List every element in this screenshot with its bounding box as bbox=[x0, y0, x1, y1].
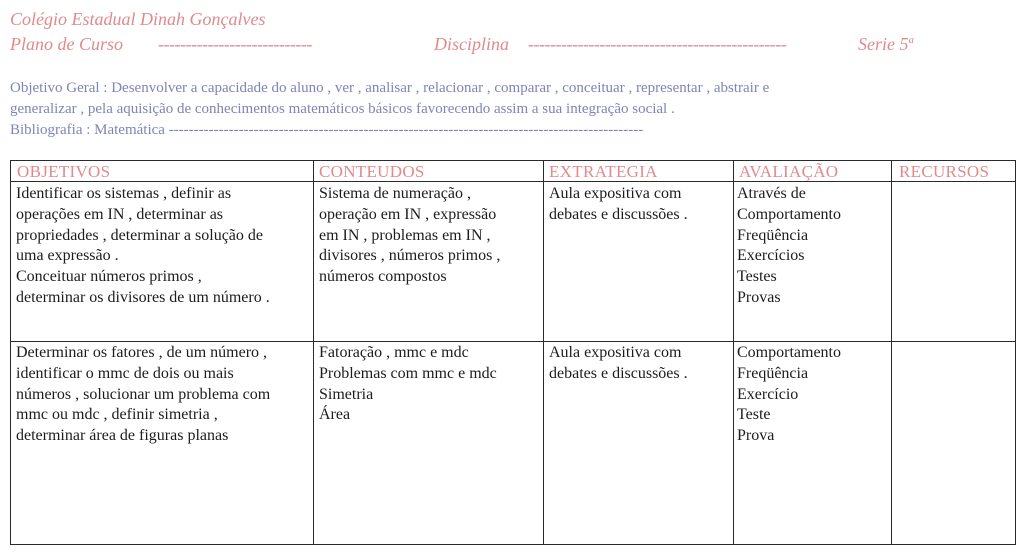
header-extrategia: EXTRATEGIA bbox=[549, 162, 658, 181]
cell-line: Prova bbox=[737, 427, 775, 445]
cell-line: Teste bbox=[737, 406, 771, 424]
row2-avaliacao bbox=[737, 343, 841, 447]
plan-label: Plano de Curso bbox=[10, 34, 124, 54]
column-divider bbox=[891, 161, 892, 544]
cell-line: Aula expositiva com bbox=[549, 185, 682, 202]
discipline-value: ----------------------------------------------- bbox=[528, 34, 787, 54]
general-objective-line-1: Objetivo Geral : Desenvolver a capacidade do aluno , ver , analisar , relacionar , comparar , conceituar , representar , abstrair e bbox=[10, 80, 770, 96]
cell-line: Através de bbox=[737, 185, 806, 202]
cell-line: operações em IN , determinar as bbox=[16, 205, 224, 223]
cell-line: em IN , problemas em IN , bbox=[319, 226, 491, 244]
row1-avaliacao bbox=[737, 184, 841, 309]
cell-line: Área bbox=[319, 406, 351, 424]
row2-objetivos bbox=[16, 343, 270, 447]
series-text: Serie 5 bbox=[858, 34, 909, 54]
row1-objetivos bbox=[16, 184, 270, 309]
header-divider bbox=[11, 181, 1015, 182]
cell-line: números , solucionar um problema com bbox=[16, 385, 271, 403]
cell-line: debates e discussões . bbox=[549, 364, 688, 382]
cell-line: propriedades , determinar a solução de bbox=[16, 226, 264, 244]
cell-line: Simetria bbox=[319, 385, 374, 403]
cell-line: Exercícios bbox=[737, 247, 805, 265]
cell-line: determinar os divisores de um número . bbox=[16, 288, 270, 306]
cell-line: Sistema de numeração , bbox=[319, 185, 471, 202]
header-conteudos: CONTEUDOS bbox=[319, 162, 425, 181]
cell-line: mmc ou mdc , definir simetria , bbox=[16, 406, 218, 424]
row1-conteudos bbox=[319, 184, 500, 288]
cell-line: operação em IN , expressão bbox=[319, 205, 497, 223]
row-divider bbox=[11, 341, 1015, 342]
row1-extrategia bbox=[549, 184, 688, 226]
cell-line: divisores , números primos , bbox=[319, 247, 501, 265]
series-label bbox=[858, 34, 914, 54]
cell-line: Problemas com mmc e mdc bbox=[319, 364, 497, 382]
cell-line: Conceituar números primos , bbox=[16, 268, 202, 286]
series-superscript: a bbox=[908, 34, 914, 46]
bibliography: Bibliografia : Matemática ----------------------------------------------------------------------------------------------- bbox=[10, 122, 644, 138]
cell-line: Testes bbox=[737, 268, 777, 286]
course-plan-table bbox=[10, 160, 1016, 545]
cell-line: números compostos bbox=[319, 268, 447, 286]
plan-value: ---------------------------- bbox=[158, 34, 312, 54]
column-divider bbox=[313, 161, 314, 544]
cell-line: uma expressão . bbox=[16, 247, 119, 265]
header-avaliacao: AVALIAÇÃO bbox=[739, 162, 839, 181]
cell-line: debates e discussões . bbox=[549, 205, 688, 223]
cell-line: Identificar os sistemas , definir as bbox=[16, 185, 232, 202]
cell-line: determinar área de figuras planas bbox=[16, 427, 229, 445]
cell-line: Provas bbox=[737, 288, 781, 306]
cell-line: Exercício bbox=[737, 385, 799, 403]
cell-line: Aula expositiva com bbox=[549, 344, 682, 361]
header-recursos: RECURSOS bbox=[899, 162, 990, 181]
general-objective-line-2: generalizar , pela aquisição de conhecimentos matemáticos básicos favorecendo assim a sua integração social . bbox=[10, 101, 675, 117]
column-divider bbox=[543, 161, 544, 544]
cell-line: Freqüência bbox=[737, 226, 809, 244]
row2-extrategia bbox=[549, 343, 688, 385]
cell-line: Determinar os fatores , de um número , bbox=[16, 344, 268, 361]
cell-line: Fatoração , mmc e mdc bbox=[319, 344, 469, 361]
column-divider bbox=[733, 161, 734, 544]
header-objetivos: OBJETIVOS bbox=[17, 162, 111, 181]
cell-line: Comportamento bbox=[737, 205, 841, 223]
cell-line: Freqüência bbox=[737, 364, 809, 382]
discipline-label: Disciplina bbox=[434, 34, 509, 54]
row2-conteudos bbox=[319, 343, 497, 426]
cell-line: identificar o mmc de dois ou mais bbox=[16, 364, 234, 382]
school-name: Colégio Estadual Dinah Gonçalves bbox=[10, 9, 266, 29]
cell-line: Comportamento bbox=[737, 344, 841, 361]
